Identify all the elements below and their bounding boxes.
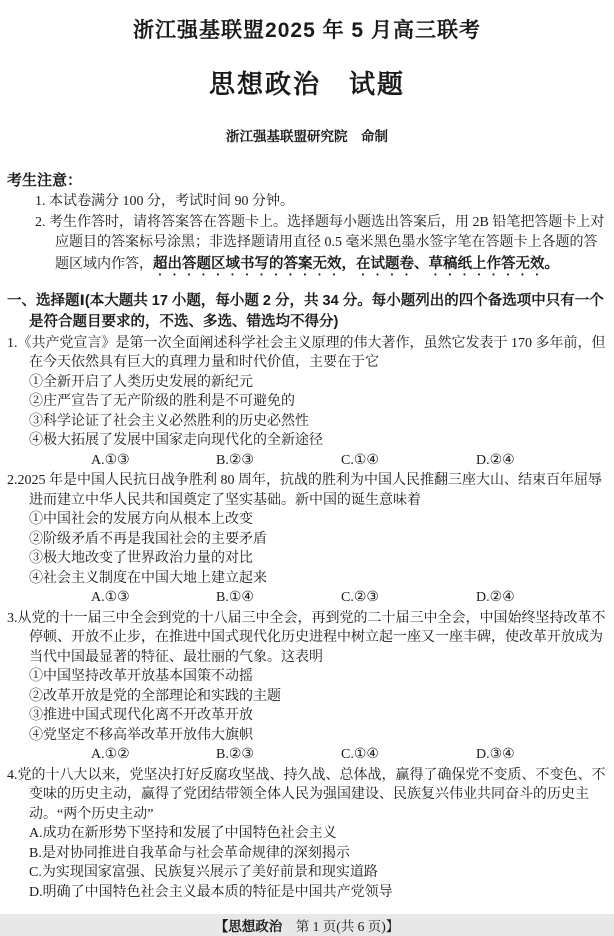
question-1-item-2: ②庄严宣告了无产阶级的胜利是不可避免的 (29, 394, 295, 409)
question-1-choices (29, 451, 607, 471)
notice-item-2 (7, 213, 607, 279)
question-2-item-1: ①中国社会的发展方向从根本上改变 (29, 512, 253, 527)
notice-heading: 考生注意： (7, 172, 83, 189)
question-2-item-3: ③极大地改变了世界政治力量的对比 (29, 551, 253, 566)
exam-title: 浙江强基联盟2025 年 5 月高三联考 (133, 19, 481, 42)
choice-option: C.①④ (341, 747, 379, 762)
question-3-choices (29, 745, 607, 765)
question-1 (7, 334, 607, 471)
notice-item-1 (7, 192, 607, 213)
question-4-number: 4. (7, 767, 18, 783)
question-4-option-b: B.是对协同推进自我革命与社会革命规律的深刻揭示 (29, 845, 350, 861)
choice-option: B.①④ (216, 590, 254, 605)
question-3-item-2: ②改革开放是党的全部理论和实践的主题 (29, 688, 281, 704)
question-2-item-4: ④社会主义制度在中国大地上建立起来 (29, 570, 267, 586)
question-3 (7, 609, 607, 765)
notice-item-2-text: 考生作答时，请将答案答在答题卡上。选择题每小题选出答案后，用 2B 铅笔把答题卡上对应题目的答案标号涂黑；非选择题请用直径 0.5 毫米黑色墨水签字笔在答题卡上各题的答题区域内作答， (49, 214, 605, 272)
notice-emphasis-warning: 超出答题区域书写的答案无效，在试题卷、草稿纸上作答无效。 (153, 255, 559, 272)
choice-option: D.②④ (476, 590, 515, 605)
question-1-item-4: ④极大拓展了发展中国家走向现代化的全新途径 (29, 433, 323, 448)
question-3-stem (7, 609, 607, 668)
question-4-stem (7, 766, 607, 825)
question-4-option-c: C.为实现国家富强、民族复兴展示了美好前景和现实道路 (29, 865, 378, 880)
footer-page-number: 第 1 页(共 6 页)】 (282, 919, 400, 934)
notice-section (7, 170, 607, 279)
notice-item-2-number: 2. (35, 214, 46, 230)
choice-option: D.②④ (476, 452, 515, 468)
question-1-stem (7, 334, 607, 373)
notice-item-1-number: 1. (35, 194, 46, 209)
question-4 (7, 766, 607, 903)
question-2-number: 2. (7, 473, 18, 488)
choice-option: C.②③ (341, 590, 379, 605)
question-4-text: 党的十八大以来，党坚决打好反腐攻坚战、持久战、总体战，赢得了确保党不变质、不变色、不变味的历史主动，赢得了党团结带领全体人民为强国建设、民族复兴伟业共同奋斗的历史主动。“两个历史主动” (17, 767, 606, 822)
question-3-item-4: ④党坚定不移高举改革开放伟大旗帜 (29, 727, 253, 743)
choice-option: B.②③ (216, 747, 254, 762)
section-heading: 一、选择题Ⅰ(本大题共 17 小题，每小题 2 分，共 34 分。每小题列出的四个备选项中只有一个是符合题目要求的，不选、多选、错选均不得分) (7, 292, 604, 330)
question-1-item-3: ③科学论证了社会主义必然胜利的历史必然性 (29, 413, 309, 429)
question-2-choices (29, 588, 607, 608)
footer-subject: 【思想政治 (214, 919, 283, 934)
question-2-stem (7, 471, 607, 510)
exam-header (7, 18, 607, 146)
question-3-text: 从党的十一届三中全会到党的十八届三中全会，再到党的二十届三中全会，中国始终坚持改革不停顿、开放不止步，在推进中国式现代化历史进程中树立起一座又一座丰碑，使改革开放成为当代中国最显著的特征、最壮丽的气象。这表明 (17, 610, 606, 665)
choice-option: D.③④ (476, 747, 515, 762)
question-4-option-d: D.明确了中国特色社会主义最本质的特征是中国共产党领导 (29, 884, 393, 900)
choice-option: A.①③ (91, 452, 130, 468)
question-3-item-3: ③推进中国式现代化离不开改革开放 (29, 708, 253, 723)
question-4-option-a: A.成功在新形势下坚持和发展了中国特色社会主义 (29, 826, 337, 841)
question-1-text: 《共产党宣言》是第一次全面阐述科学社会主义原理的伟大著作，虽然它发表于 170 多年前，但在今天依然具有巨大的真理力量和时代价值，主要在于它 (17, 335, 606, 370)
question-3-number: 3. (7, 610, 18, 626)
question-2-item-2: ②阶级矛盾不再是我国社会的主要矛盾 (29, 531, 267, 547)
choice-option: C.①④ (341, 452, 379, 468)
question-2 (7, 471, 607, 608)
subject-title: 思想政治 试题 (208, 69, 405, 99)
question-3-item-1: ①中国坚持改革开放基本国策不动摇 (29, 669, 253, 684)
question-2-text: 2025 年是中国人民抗日战争胜利 80 周年，抗战的胜利为中国人民推翻三座大山、结束百年屈辱进而建立中华人民共和国奠定了坚实基础。新中国的诞生意味着 (17, 473, 602, 508)
notice-item-1-text: 本试卷满分 100 分，考试时间 90 分钟。 (49, 194, 294, 209)
page-footer (7, 918, 607, 936)
choice-option: B.②③ (216, 452, 254, 468)
question-1-item-1: ①全新开启了人类历史发展的新纪元 (29, 374, 253, 390)
choice-option: A.①② (91, 747, 130, 762)
choice-option: A.①③ (91, 590, 130, 605)
question-1-number: 1. (7, 335, 18, 351)
byline: 浙江强基联盟研究院 命制 (226, 129, 388, 144)
